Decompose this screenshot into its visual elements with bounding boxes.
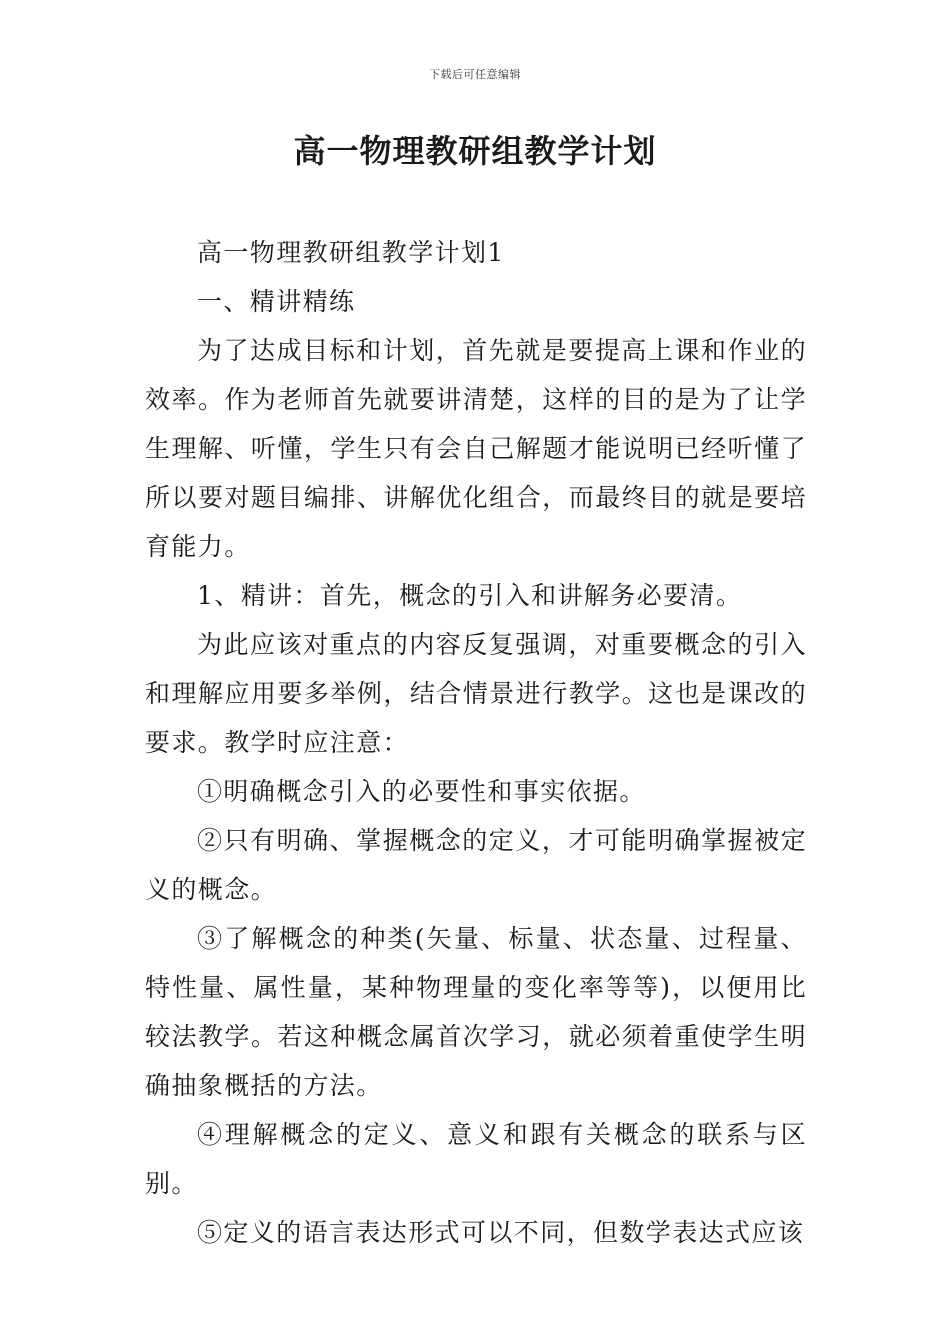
section-heading: 高一物理教研组教学计划1 [197, 238, 505, 267]
list-item: ④理解概念的定义、意义和跟有关概念的联系与区别。 [145, 1120, 807, 1198]
document-title: 高一物理教研组教学计划 [293, 132, 657, 170]
header-note: 下载后可任意编辑 [429, 68, 521, 81]
list-item: ③了解概念的种类(矢量、标量、状态量、过程量、特性量、属性量，某种物理量的变化率等等)，以便用比较法教学。若这种概念属首次学习，就必须着重使学生明确抽象概括的方法。 [145, 924, 807, 1100]
document-body [145, 228, 807, 1257]
list-item: ②只有明确、掌握概念的定义，才可能明确掌握被定义的概念。 [145, 826, 807, 904]
subsection-heading: 一、精讲精练 [197, 287, 356, 316]
paragraph: 为了达成目标和计划，首先就是要提高上课和作业的效率。作为老师首先就要讲清楚，这样的目的是为了让学生理解、听懂，学生只有会自己解题才能说明已经听懂了所以要对题目编排、讲解优化组合，而最终目的就是要培育能力。 [145, 336, 807, 561]
list-item: ①明确概念引入的必要性和事实依据。 [197, 777, 646, 806]
paragraph: 1、精讲：首先，概念的引入和讲解务必要清。 [197, 581, 743, 610]
list-item: ⑤定义的语言表达形式可以不同，但数学表达式应该 [197, 1218, 805, 1247]
paragraph: 为此应该对重点的内容反复强调，对重要概念的引入和理解应用要多举例，结合情景进行教学。这也是课改的要求。教学时应注意： [145, 630, 807, 757]
